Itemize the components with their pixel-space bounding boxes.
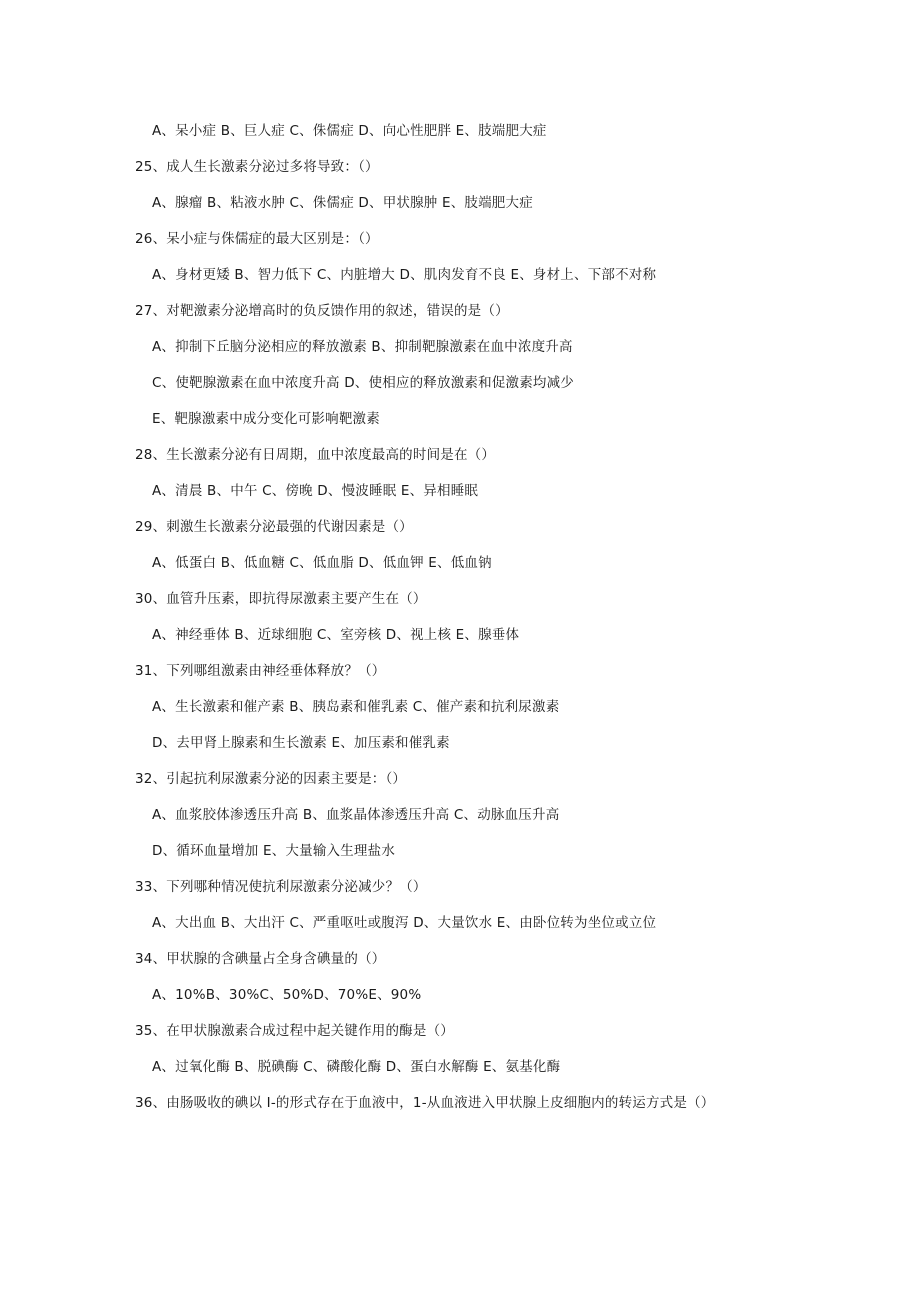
answer-options: D、循环血量增加 E、大量输入生理盐水: [152, 843, 396, 859]
question-31: 31、下列哪组激素由神经垂体释放？（）: [135, 663, 386, 679]
answer-options: E、靶腺激素中成分变化可影响靶激素: [152, 411, 380, 427]
question-35: 35、在甲状腺激素合成过程中起关键作用的酶是（）: [135, 1023, 454, 1039]
answer-options: C、使靶腺激素在血中浓度升高 D、使相应的释放激素和促激素均减少: [152, 375, 575, 391]
answer-options: A、呆小症 B、巨人症 C、侏儒症 D、向心性肥胖 E、肢端肥大症: [152, 123, 547, 139]
answer-options: A、生长激素和催产素 B、胰岛素和催乳素 C、催产素和抗利尿激素: [152, 699, 560, 715]
answer-options: A、神经垂体 B、近球细胞 C、室旁核 D、视上核 E、腺垂体: [152, 627, 520, 643]
answer-options: A、抑制下丘脑分泌相应的释放激素 B、抑制靶腺激素在血中浓度升高: [152, 339, 573, 355]
question-30: 30、血管升压素，即抗得尿激素主要产生在（）: [135, 591, 427, 607]
question-36: 36、由肠吸收的碘以 I-的形式存在于血液中，1-从血液进入甲状腺上皮细胞内的转运方式是（）: [135, 1095, 715, 1111]
question-34: 34、甲状腺的含碘量占全身含碘量的（）: [135, 951, 386, 967]
answer-options: A、过氧化酶 B、脱碘酶 C、磷酸化酶 D、蛋白水解酶 E、氨基化酶: [152, 1059, 561, 1075]
question-28: 28、生长激素分泌有日周期，血中浓度最高的时间是在（）: [135, 447, 496, 463]
question-29: 29、刺激生长激素分泌最强的代谢因素是（）: [135, 519, 413, 535]
answer-options: A、腺瘤 B、粘液水肿 C、侏儒症 D、甲状腺肿 E、肢端肥大症: [152, 195, 533, 211]
answer-options: A、血浆胶体渗透压升高 B、血浆晶体渗透压升高 C、动脉血压升高: [152, 807, 560, 823]
answer-options: D、去甲肾上腺素和生长激素 E、加压素和催乳素: [152, 735, 450, 751]
answer-options: A、身材更矮 B、智力低下 C、内脏增大 D、肌肉发育不良 E、身材上、下部不对称: [152, 267, 657, 283]
answer-options: A、清晨 B、中午 C、傍晚 D、慢波睡眠 E、异相睡眠: [152, 483, 479, 499]
answer-options: A、10%B、30%C、50%D、70%E、90%: [152, 987, 422, 1003]
question-32: 32、引起抗利尿激素分泌的因素主要是：（）: [135, 771, 407, 787]
question-27: 27、对靶激素分泌增高时的负反馈作用的叙述，错误的是（）: [135, 303, 509, 319]
question-25: 25、成人生长激素分泌过多将导致：（）: [135, 159, 379, 175]
question-26: 26、呆小症与侏儒症的最大区别是：（）: [135, 231, 379, 247]
answer-options: A、大出血 B、大出汗 C、严重呕吐或腹泻 D、大量饮水 E、由卧位转为坐位或立位: [152, 915, 657, 931]
question-33: 33、下列哪种情况使抗利尿激素分泌减少？（）: [135, 879, 427, 895]
answer-options: A、低蛋白 B、低血糖 C、低血脂 D、低血钾 E、低血钠: [152, 555, 492, 571]
